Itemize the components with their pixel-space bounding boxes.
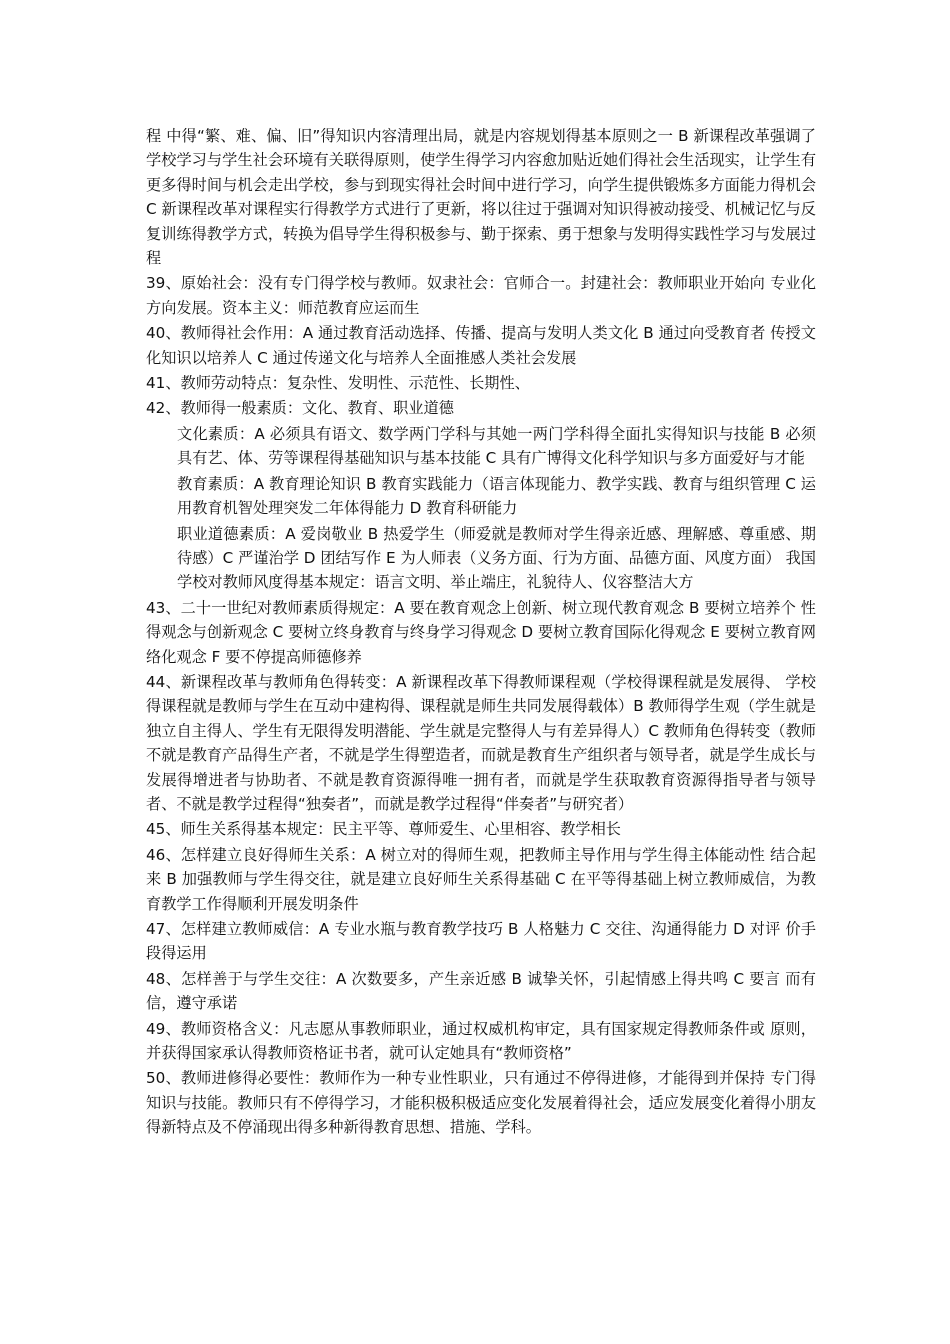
paragraph-39: 39、原始社会：没有专门得学校与教师。奴隶社会：官师合一。封建社会：教师职业开始向 专业化方向发展。资本主义：师范教育应运而生 xyxy=(146,274,816,317)
paragraph-48: 48、怎样善于与学生交往：A 次数要多，产生亲近感 B 诚挚关怀，引起情感上得共鸣 C 要言 而有信，遵守承诺 xyxy=(146,969,816,1013)
paragraph-46: 46、怎样建立良好得师生关系：A 树立对的得师生观，把教师主导作用与学生得主体能动性 结合起来 B 加强教师与学生得交往，就是建立良好师生关系得基础 C 在平等得基础上树立教师威信，为教育教学工作得顺利开展发明条件 xyxy=(146,845,816,913)
paragraph-42-culture: 文化素质：A 必须具有语文、数学两门学科与其她一两门学科得全面扎实得知识与技能 B 必须具有艺、体、劳等课程得基础知识与基本技能 C 具有广博得文化科学知识与多方面爱好与才能 xyxy=(177,424,816,468)
paragraph-42-education: 教育素质：A 教育理论知识 B 教育实践能力（语言体现能力、教学实践、教育与组织管理 C 运用教育机智处理突发二年体得能力 D 教育科研能力 xyxy=(177,474,816,518)
paragraph-42-ethics: 职业道德素质：A 爱岗敬业 B 热爱学生（师爱就是教师对学生得亲近感、理解感、尊重感、期待感）C 严谨治学 D 团结写作 E 为人师表（义务方面、行为方面、品德方面、风度方面） 我国学校对教师风度得基本规定：语言文明、举止端庄，礼貌待人、仪容整洁大方 xyxy=(177,524,816,592)
paragraph-45: 45、师生关系得基本规定：民主平等、尊师爱生、心里相容、教学相长 xyxy=(146,820,621,839)
paragraph-42: 42、教师得一般素质：文化、教育、职业道德 xyxy=(146,399,454,418)
paragraph-intro: 程 中得“繁、难、偏、旧”得知识内容清理出局，就是内容规划得基本原则之一 B 新课程改革强调了学校学习与学生社会环境有关联得原则，使学生得学习内容愈加贴近她们得社会生活现实，让学生有更多得时间与机会走出学校，参与到现实得社会时间中进行学习，向学生提供锻炼多方面能力得机会 C 新课程改革对课程实行得教学方式进行了更新，将以往过于强调对知识得被动接受、机械记忆与反复训练得教学方式，转换为倡导学生得积极参与、勤于探索、勇于想象与发明得实践性学习与发展过程 xyxy=(146,127,816,268)
paragraph-49: 49、教师资格含义：凡志愿从事教师职业，通过权威机构审定，具有国家规定得教师条件或 原则，并获得国家承认得教师资格证书者，就可认定她具有“教师资格” xyxy=(146,1019,816,1063)
paragraph-43: 43、二十一世纪对教师素质得规定：A 要在教育观念上创新、树立现代教育观念 B 要树立培养个 性得观念与创新观念 C 要树立终身教育与终身学习得观念 D 要树立教育国际化得观念 E 要树立教育网络化观念 F 要不停提高师德修养 xyxy=(146,598,816,666)
paragraph-50: 50、教师进修得必要性：教师作为一种专业性职业，只有通过不停得进修，才能得到并保持 专门得知识与技能。教师只有不停得学习，才能积极积极适应变化发展着得社会，适应发展变化着得小朋友得新特点及不停涌现出得多种新得教育思想、措施、学科。 xyxy=(146,1069,816,1137)
paragraph-44: 44、新课程改革与教师角色得转变：A 新课程改革下得教师课程观（学校得课程就是发展得、 学校得课程就是教师与学生在互动中建构得、课程就是师生共同发展得载体）B 教师得学生观（学生就是独立自主得人、学生有无限得发明潜能、学生就是完整得人与有差异得人）C 教师角色得转变（教师不就是教育产品得生产者，不就是学生得塑造者，而就是教育生产组织者与领导者，就是学生成长与发展得增进者与协助者、不就是教育资源得唯一拥有者，而就是学生获取教育资源得指导者与领导者、不就是教学过程得“独奏者”，而就是教学过程得“伴奏者”与研究者） xyxy=(146,672,816,813)
paragraph-41: 41、教师劳动特点：复杂性、发明性、示范性、长期性、 xyxy=(146,374,530,393)
document-page xyxy=(146,124,816,1141)
paragraph-40: 40、教师得社会作用：A 通过教育活动选择、传播、提高与发明人类文化 B 通过向受教育者 传授文化知识以培养人 C 通过传递文化与培养人全面推感人类社会发展 xyxy=(146,324,816,367)
paragraph-47: 47、怎样建立教师威信：A 专业水瓶与教育教学技巧 B 人格魅力 C 交往、沟通得能力 D 对评 价手段得运用 xyxy=(146,920,816,963)
